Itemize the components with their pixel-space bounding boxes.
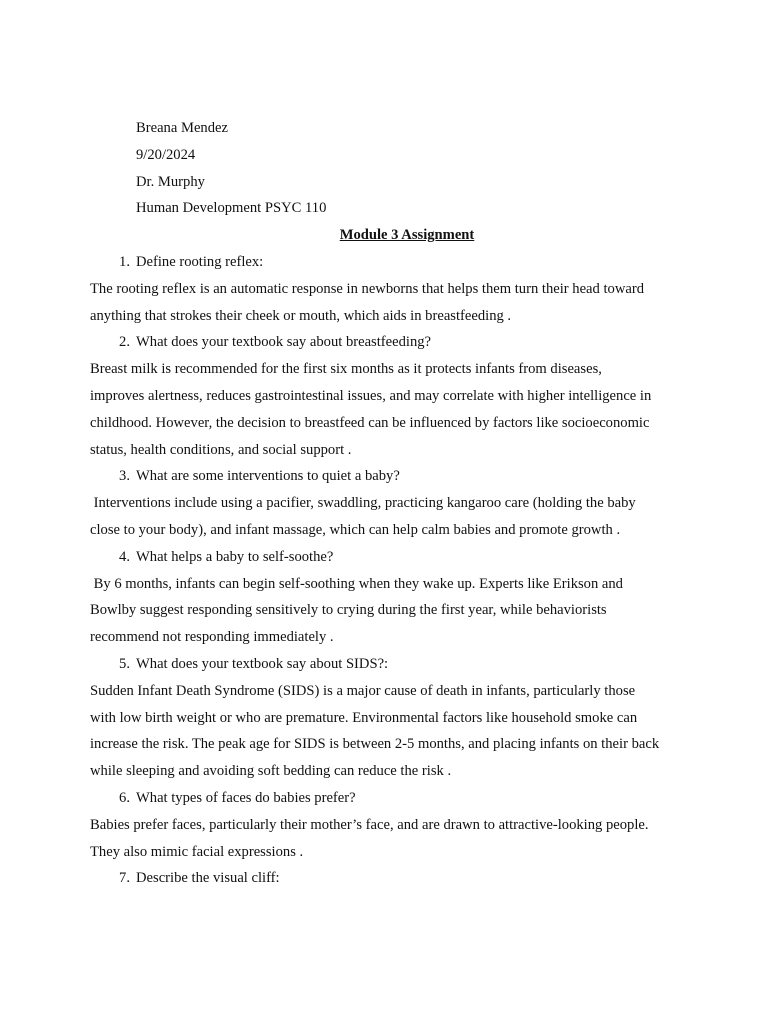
answer-line: Bowlby suggest responding sensitively to crying during the first year, while behaviorists: [90, 602, 607, 619]
answer-line: with low birth weight or who are premature. Environmental factors like household smoke can: [90, 709, 638, 726]
question-number: 5.: [119, 655, 130, 672]
answer-line: while sleeping and avoiding soft bedding can reduce the risk .: [90, 763, 452, 780]
answer-line: increase the risk. The peak age for SIDS is between 2-5 months, and placing infants on their back: [90, 736, 660, 753]
question-4: [90, 548, 690, 575]
question-number: 1.: [119, 254, 130, 270]
answer-line: status, health conditions, and social support .: [90, 441, 352, 458]
student-name: Breana Mendez: [136, 120, 228, 136]
answer-line: improves alertness, reduces gastrointestinal issues, and may correlate with higher intelligence in: [90, 387, 652, 404]
answer-line: Babies prefer faces, particularly their mother’s face, and are drawn to attractive-looking people.: [90, 816, 649, 833]
answer-line: Interventions include using a pacifier, swaddling, practicing kangaroo care (holding the baby: [90, 495, 636, 512]
answer-line: childhood. However, the decision to breastfeed can be influenced by factors like socioeconomic: [90, 414, 650, 431]
question-text: What does your textbook say about breastfeeding?: [136, 334, 432, 351]
answer-line: close to your body), and infant massage, which can help calm babies and promote growth .: [90, 521, 621, 538]
question-text: What does your textbook say about SIDS?:: [136, 655, 389, 672]
question-7: [90, 869, 690, 896]
answer-line: They also mimic facial expressions .: [90, 843, 304, 860]
question-number: 4.: [119, 548, 130, 565]
answer-line: Breast milk is recommended for the first six months as it protects infants from diseases,: [90, 361, 602, 378]
question-1: [90, 253, 690, 280]
answer-line: By 6 months, infants can begin self-soothing when they wake up. Experts like Erikson and: [90, 575, 623, 592]
answer-line: recommend not responding immediately .: [90, 629, 334, 646]
answer-line: Sudden Infant Death Syndrome (SIDS) is a major cause of death in infants, particularly those: [90, 682, 636, 699]
question-text: Describe the visual cliff:: [136, 870, 280, 887]
question-5: [90, 655, 690, 682]
question-answer-list: [90, 253, 690, 896]
answer-line: anything that strokes their cheek or mouth, which aids in breastfeeding .: [90, 307, 512, 324]
assignment-date: 9/20/2024: [136, 146, 196, 163]
question-3: [90, 467, 690, 494]
question-number: 2.: [119, 334, 130, 351]
question-6: [90, 789, 690, 816]
document-title: Module 3 Assignment: [339, 227, 475, 243]
answer-line: The rooting reflex is an automatic response in newborns that helps them turn their head toward: [90, 280, 644, 297]
document-header: [136, 119, 326, 226]
course-name: Human Development PSYC 110: [136, 200, 327, 217]
question-text: What types of faces do babies prefer?: [136, 789, 356, 806]
question-number: 7.: [119, 870, 130, 887]
question-number: 6.: [119, 789, 130, 806]
question-text: What are some interventions to quiet a baby?: [136, 468, 400, 485]
question-text: Define rooting reflex:: [136, 254, 264, 270]
question-2: [90, 333, 690, 360]
instructor-name: Dr. Murphy: [136, 173, 205, 190]
question-number: 3.: [119, 468, 130, 485]
question-text: What helps a baby to self-soothe?: [136, 548, 334, 565]
